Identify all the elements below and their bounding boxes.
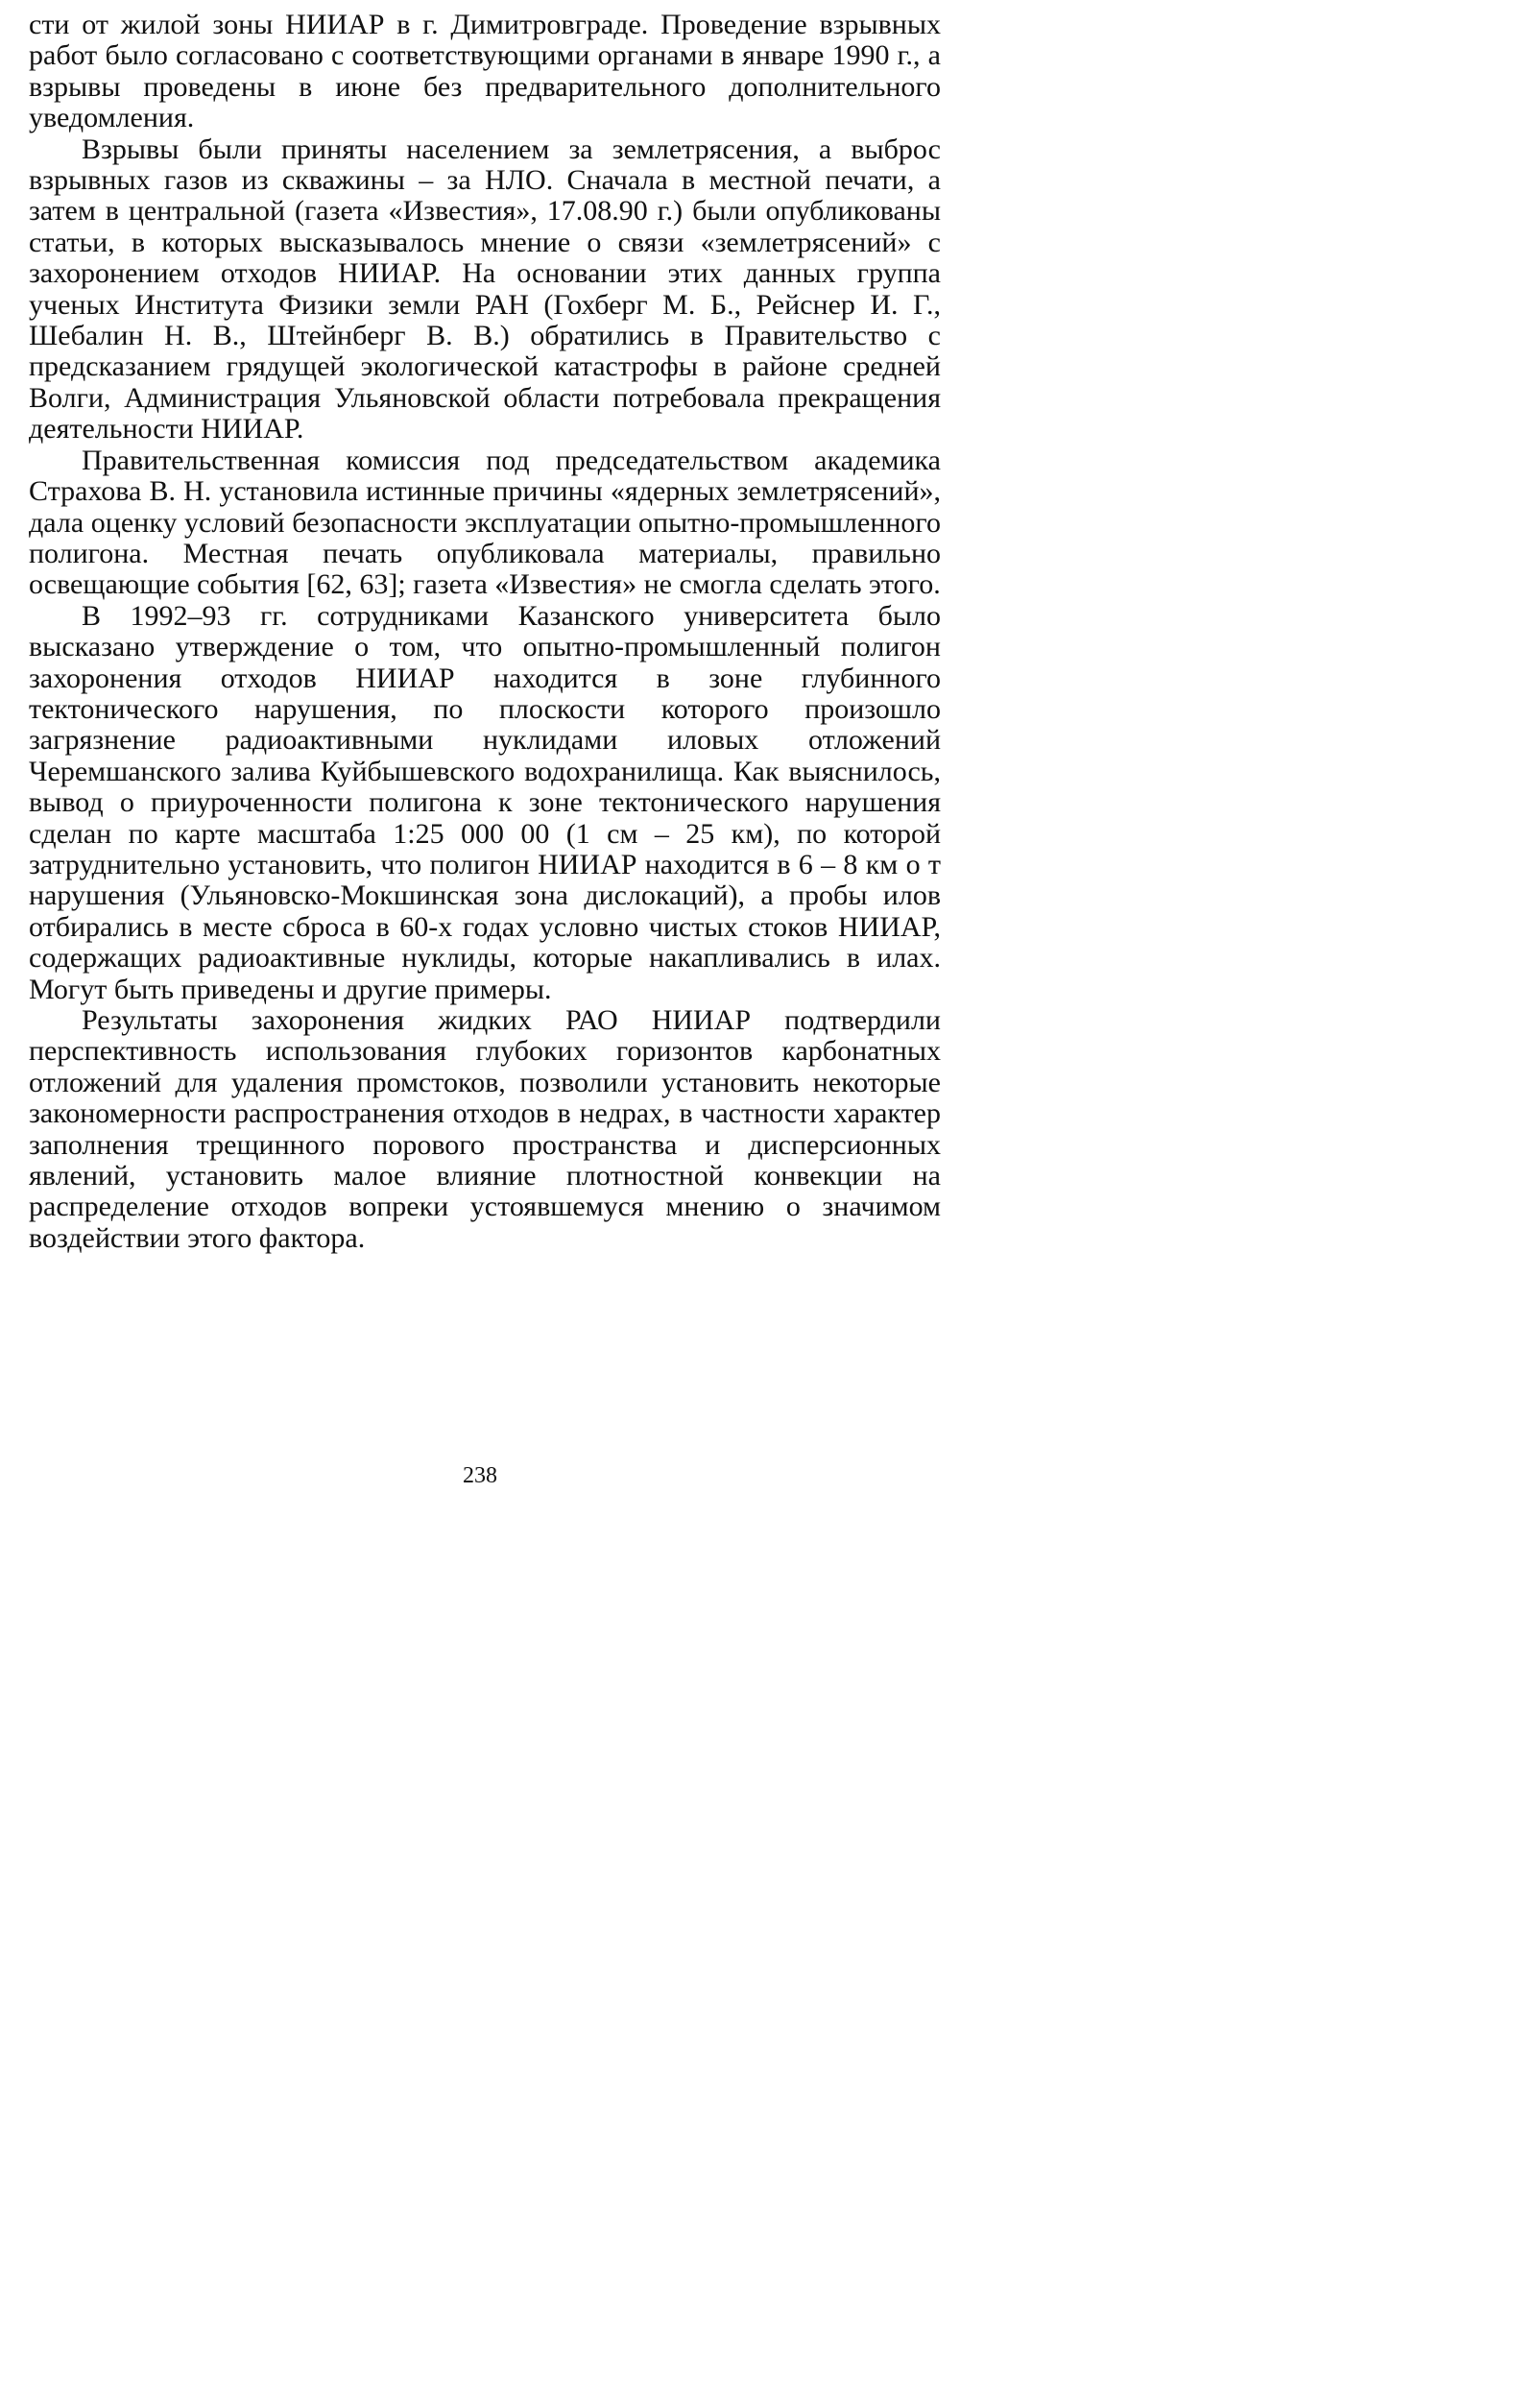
- paragraph-continuation: сти от жилой зоны НИИАР в г. Димитровграде. Проведение взрывных работ было согласовано с соответствующими органами в январе 1990 г., а взрывы проведены в июне без предварительного дополнительного уведомления.: [29, 9, 941, 134]
- document-page: [0, 0, 960, 1505]
- paragraph-government-commission: Правительственная комиссия под председательством академика Страхова В. Н. установила истинные причины «ядерных землетрясений», дала оценку условий безопасности эксплуатации опытно-промышленного полигона. Местная печать опубликовала материалы, правильно освещающие события [62, 63]; газета «Известия» не смогла сделать этого.: [29, 444, 941, 601]
- paragraph-explosions: Взрывы были приняты населением за землетрясения, а выброс взрывных газов из скважины – за НЛО. Сначала в местной печати, а затем в центральной (газета «Известия», 17.08.90 г.) были опубликованы статьи, в которых высказывалось мнение о связи «землетрясений» с захоронением отходов НИИАР. На основании этих данных группа ученых Института Физики земли РАН (Гохберг М. Б., Рейснер И. Г., Шебалин Н. В., Штейнберг В. В.) обратились в Правительство с предсказанием грядущей экологической катастрофы в районе средней Волги, Администрация Ульяновской области потребовала прекращения деятельности НИИАР.: [29, 132, 941, 445]
- paragraph-kazan-university: В 1992–93 гг. сотрудниками Казанского университета было высказано утверждение о том, что опытно-промышленный полигон захоронения отходов НИИАР находится в зоне глубинного тектонического нарушения, по плоскости которого произошло загрязнение радиоактивными нуклидами иловых отложений Черемшанского залива Куйбышевского водохранилища. Как выяснилось, вывод о приуроченности полигона к зоне тектонического нарушения сделан по карте масштаба 1:25 000 00 (1 см – 25 км), по которой затруднительно установить, что полигон НИИАР находится в 6 – 8 км о т нарушения (Ульяновско-Мокшинская зона дислокаций), а пробы илов отбирались в месте сброса в 60-х годах условно чистых стоков НИИАР, содержащих радиоактивные нуклиды, которые накапливались в илах. Могут быть приведены и другие примеры.: [29, 599, 941, 1005]
- body-text: [29, 10, 941, 1254]
- page-number: 238: [463, 1463, 497, 1488]
- paragraph-results: Результаты захоронения жидких РАО НИИАР подтвердили перспективность использования глубоких горизонтов карбонатных отложений для удаления промстоков, позволили установить некоторые закономерности распространения отходов в недрах, в частности характер заполнения трещинного порового пространства и дисперсионных явлений, установить малое влияние плотностной конвекции на распределение отходов вопреки устоявшемуся мнению о значимом воздействии этого фактора.: [29, 1004, 941, 1254]
